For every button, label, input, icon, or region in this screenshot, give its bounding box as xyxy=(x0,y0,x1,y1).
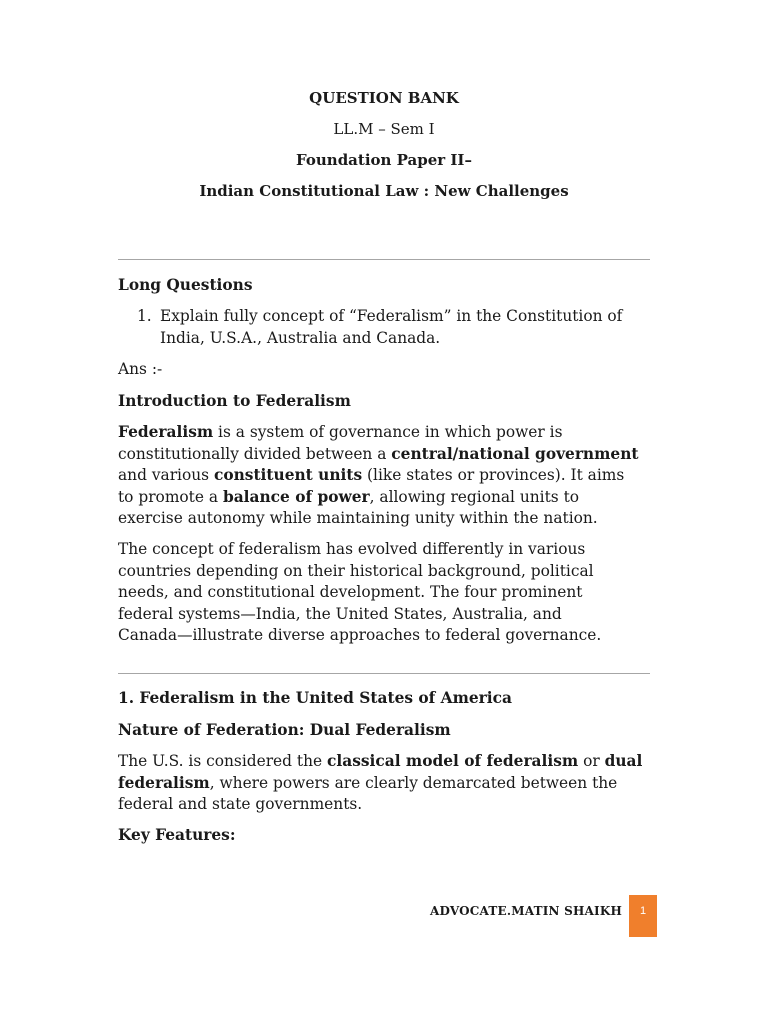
page-number-badge: 1 xyxy=(629,895,657,937)
intro-p1-text: and various xyxy=(118,466,214,484)
usa-subheading: Nature of Federation: Dual Federalism xyxy=(118,721,451,739)
subject-title: Indian Constitutional Law : New Challenges xyxy=(199,182,569,200)
usa-p-line-2 xyxy=(118,773,658,795)
usa-p-line-1 xyxy=(118,751,658,773)
intro-p1-line-1 xyxy=(118,422,658,444)
intro-p2-line-3: needs, and constitutional development. The four prominent xyxy=(118,583,583,601)
long-questions-heading: Long Questions xyxy=(118,276,253,294)
usa-p-text: , where powers are clearly demarcated between the xyxy=(209,773,618,792)
intro-p1-line-3 xyxy=(118,465,658,487)
intro-p2-line-4: federal systems—India, the United States, Australia, and xyxy=(118,604,562,623)
question-text xyxy=(160,306,650,349)
term-dual-federalism: federalism xyxy=(118,773,210,792)
intro-heading: Introduction to Federalism xyxy=(118,392,351,410)
divider-middle xyxy=(118,673,650,674)
usa-p-text: or xyxy=(578,752,605,770)
term-dual: dual xyxy=(604,752,643,770)
course-label: LL.M – Sem I xyxy=(333,120,435,138)
intro-p1-line-5: exercise autonomy while maintaining unity within the nation. xyxy=(118,509,598,527)
footer-author: ADVOCATE.MATIN SHAIKH xyxy=(429,904,622,918)
intro-p1-line-4 xyxy=(118,487,658,509)
intro-p2-line-1: The concept of federalism has evolved differently in various xyxy=(118,540,586,558)
term-balance-of-power: balance of power xyxy=(222,487,370,506)
intro-paragraph-2 xyxy=(118,539,658,647)
paper-label: Foundation Paper II– xyxy=(296,151,472,169)
answer-label: Ans :- xyxy=(118,360,163,378)
document-title: QUESTION BANK xyxy=(309,89,459,107)
intro-p1-line-2 xyxy=(118,444,658,466)
usa-section-heading: 1. Federalism in the United States of America xyxy=(118,689,512,707)
question-line-1: Explain fully concept of “Federalism” in the Constitution of xyxy=(160,307,623,325)
usa-paragraph xyxy=(118,751,658,816)
usa-p-line-3: federal and state governments. xyxy=(118,795,363,813)
usa-p-text: The U.S. is considered the xyxy=(118,752,328,770)
term-constituent-units: constituent units xyxy=(213,466,363,484)
divider-top xyxy=(118,259,650,260)
intro-p1-text: is a system of governance in which power is xyxy=(213,423,563,441)
intro-p1-text: , allowing regional units to xyxy=(369,487,580,506)
question-number: 1. xyxy=(137,307,152,325)
intro-p1-text: (like states or provinces). It aims xyxy=(362,466,625,484)
intro-p2-line-5: Canada—illustrate diverse approaches to federal governance. xyxy=(118,626,602,644)
term-classical-model: classical model of federalism xyxy=(327,752,579,770)
intro-p1-text: to promote a xyxy=(118,487,223,506)
term-federalism: Federalism xyxy=(118,423,214,441)
intro-p2-line-2: countries depending on their historical background, political xyxy=(118,561,594,580)
intro-paragraph-1 xyxy=(118,422,658,530)
term-central-government: central/national government xyxy=(391,444,639,463)
intro-p1-text: constitutionally divided between a xyxy=(118,444,392,463)
question-line-2: India, U.S.A., Australia and Canada. xyxy=(160,328,441,347)
key-features-heading: Key Features: xyxy=(118,826,236,844)
